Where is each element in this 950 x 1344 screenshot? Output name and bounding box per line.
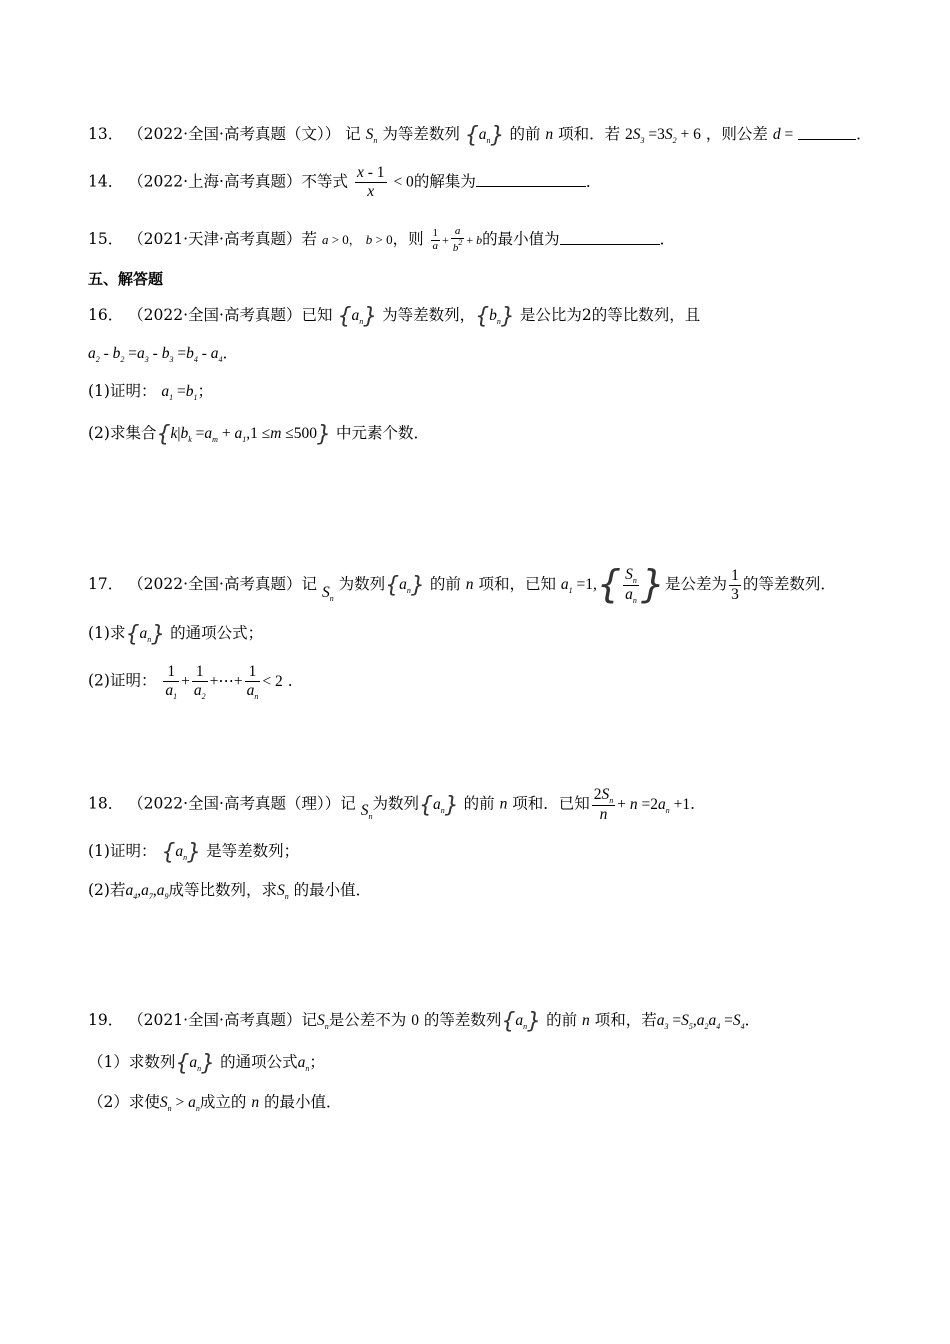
question-16 bbox=[88, 303, 700, 332]
q18-source: （2022·全国·高考真题（理）） bbox=[128, 794, 341, 813]
q16-part-1-end: ； bbox=[197, 382, 214, 400]
q16-number: 16． bbox=[88, 306, 124, 324]
math-an-set: $\{a_n\}$ bbox=[125, 622, 166, 647]
q17-text-2: 为数列 bbox=[338, 575, 386, 593]
math-frac-a-b2: $\frac{a}{b^2}$ bbox=[452, 225, 463, 254]
q18-part-2 bbox=[88, 880, 371, 902]
math-a1-eq-b1: $a_1 =b_1$ bbox=[161, 383, 198, 402]
q17-part-2-label: (2)证明： bbox=[88, 671, 157, 690]
math-a4-a7-a9: $a_4,a_7,a_9$ bbox=[125, 882, 169, 901]
q13-source: （2022·全国·高考真题（文）） bbox=[128, 125, 341, 143]
q18-text-1: 记 bbox=[340, 794, 356, 813]
q16-end: ． bbox=[222, 345, 239, 362]
q19-end: ． bbox=[744, 1011, 761, 1029]
q19-number: 19． bbox=[88, 1011, 124, 1029]
q16-text-3: 是公比为2的等比数列，且 bbox=[519, 306, 701, 324]
q16-part-2 bbox=[88, 421, 429, 450]
q17-part-2-end: ． bbox=[287, 671, 304, 690]
q19-text-5: 项和，若 bbox=[594, 1011, 657, 1029]
question-17 bbox=[88, 560, 836, 609]
math-an-set: $\{a_n\}$ bbox=[161, 840, 202, 865]
math-frac-1-3: $\frac{1}{3}$ bbox=[731, 566, 739, 603]
math-equation: $\frac{2S_n}{n}$ + $n =2a_n +1$ bbox=[593, 786, 691, 824]
q16-part-2-tail: 中元素个数． bbox=[335, 424, 429, 442]
math-d: d = bbox=[772, 126, 794, 143]
q18-part-1-tail: 是等差数列； bbox=[206, 842, 300, 860]
q13-text-3: 的前 bbox=[509, 125, 541, 143]
math-Sn-over-an-set: { $\frac{S_n}{a_n}$ } bbox=[596, 562, 666, 606]
math-n: n bbox=[251, 1094, 260, 1111]
math-Sn-gt-an: $S_n > a_n$ bbox=[159, 1094, 200, 1113]
question-13 bbox=[88, 122, 872, 151]
math-bn-set: $\{b_n\}$ bbox=[475, 304, 515, 329]
q13-text-5: ，则公差 bbox=[705, 125, 768, 143]
q18-part-2-tail: 的最小值． bbox=[293, 881, 372, 899]
q17-part-1-tail: 的通项公式； bbox=[170, 624, 264, 642]
q19-part-1-label: （1）求数列 bbox=[88, 1053, 176, 1071]
q15-text-1: 若 bbox=[301, 230, 317, 249]
q18-part-1-label: (1)证明： bbox=[88, 842, 157, 860]
q15-text-4: 的最小值为 bbox=[482, 230, 560, 249]
q17-source: （2022·全国·高考真题） bbox=[128, 575, 302, 593]
q16-part-2-label: (2)求集合 bbox=[88, 424, 157, 442]
math-condition: $a_3 =S_5,a_2a_4 =S_4$ bbox=[656, 1012, 745, 1031]
question-15 bbox=[88, 226, 675, 254]
q19-part-2-mid: 成立的 bbox=[199, 1093, 247, 1111]
q16-text-1: 已知 bbox=[301, 306, 333, 324]
question-14 bbox=[88, 164, 601, 201]
q15-source: （2021·天津·高考真题） bbox=[128, 230, 302, 249]
q18-end: ． bbox=[690, 794, 706, 813]
math-a-gt-0: a > 0 bbox=[321, 232, 349, 248]
q19-part-1 bbox=[88, 1050, 325, 1079]
q18-text-3: 的前 bbox=[463, 794, 495, 813]
math-an-set: $\{a_n\}$ bbox=[464, 123, 505, 148]
q17-part-1-label: (1)求 bbox=[88, 624, 126, 642]
q19-part-1-tail: 的通项公式 bbox=[220, 1053, 298, 1071]
math-an-set: $\{a_n\}$ bbox=[337, 304, 378, 329]
q14-end: ． bbox=[585, 172, 602, 191]
q14-text-1: 不等式 bbox=[301, 172, 348, 191]
math-plus: + bbox=[442, 233, 449, 248]
math-Sn: $S_n$ bbox=[317, 1012, 329, 1031]
q14-text-2: 的解集为 bbox=[413, 172, 476, 191]
section-heading: 五、解答题 bbox=[88, 270, 164, 288]
math-an-set: $\{a_n\}$ bbox=[175, 1051, 216, 1076]
q15-text-2: ， bbox=[348, 233, 361, 248]
question-19 bbox=[88, 1008, 760, 1037]
answer-blank bbox=[476, 172, 586, 187]
q19-text-2: 是公差不为 bbox=[328, 1011, 407, 1029]
q18-part-2-mid: 成等比数列，求 bbox=[168, 881, 277, 899]
q19-part-2 bbox=[88, 1092, 342, 1114]
math-an-set: $\{a_n\}$ bbox=[501, 1009, 542, 1034]
math-fraction: $\frac{x - 1}{x}$ bbox=[356, 164, 385, 200]
q19-part-2-label: （2）求使 bbox=[88, 1093, 160, 1111]
math-Sn: $S_n$ bbox=[276, 882, 289, 901]
q17-part-2 bbox=[88, 663, 303, 701]
q13-text-1: 记 bbox=[345, 125, 361, 143]
math-Sn: $S_n$ bbox=[360, 801, 373, 821]
question-18 bbox=[88, 786, 706, 824]
q17-text-1: 记 bbox=[301, 575, 317, 593]
q15-number: 15． bbox=[88, 230, 124, 249]
q17-text-3: 的前 bbox=[429, 575, 461, 593]
q19-part-2-tail: 的最小值． bbox=[264, 1093, 342, 1111]
math-frac-1-a: $\frac{1}{a}$ bbox=[432, 227, 439, 252]
q19-source: （2021·全国·高考真题） bbox=[128, 1011, 302, 1029]
q18-text-4: 项和．已知 bbox=[512, 794, 590, 813]
math-equation: $2S_3 =3S_2 + 6$ bbox=[625, 126, 701, 145]
math-n: n bbox=[582, 1012, 590, 1029]
math-an-set: $\{a_n\}$ bbox=[418, 792, 459, 818]
q19-text-3: 的等差数列 bbox=[423, 1011, 502, 1029]
q19-text-1: 记 bbox=[301, 1011, 317, 1029]
q17-number: 17． bbox=[88, 575, 124, 593]
math-zero: 0 bbox=[411, 1012, 419, 1029]
q18-part-2-label: (2)若 bbox=[88, 881, 126, 899]
math-n: n bbox=[465, 576, 474, 593]
q16-text-2: 为等差数列， bbox=[382, 306, 476, 324]
q15-end: ． bbox=[659, 230, 676, 249]
math-Sn: $S_n$ bbox=[321, 584, 334, 603]
math-an: $a_n$ bbox=[297, 1054, 310, 1073]
q13-text-2: 为等差数列 bbox=[382, 125, 460, 143]
math-b-gt-0: b > 0 bbox=[365, 232, 393, 248]
math-set-k: $\{k|b_k =a_m + a_1,1 \le m \le 500\}$ bbox=[156, 422, 332, 447]
q17-text-4: 项和，已知 bbox=[478, 575, 556, 593]
q17-part-1 bbox=[88, 621, 263, 650]
math-Sn: $S_n$ bbox=[365, 126, 378, 145]
math-n: n bbox=[499, 795, 508, 813]
q16-source: （2022·全国·高考真题） bbox=[128, 306, 302, 324]
q19-part-1-end: ； bbox=[309, 1053, 325, 1071]
q16-condition: $a_2 - b_2 =a_3 - b_3 =b_4 - a_4$． bbox=[88, 345, 239, 364]
q13-text-4: 项和．若 bbox=[558, 125, 621, 143]
q17-text-6: 的等差数列． bbox=[742, 575, 836, 593]
q18-text-2: 为数列 bbox=[372, 794, 419, 813]
math-reciprocal-sum: $\frac{1}{a_1}$ + $\frac{1}{a_2}$ +⋯+ $\frac{1}{a_n}$ < 2 bbox=[165, 663, 283, 701]
answer-blank bbox=[798, 125, 856, 140]
q18-part-1 bbox=[88, 839, 299, 868]
q14-source: （2022·上海·高考真题） bbox=[128, 172, 302, 191]
math-plus-b: + b bbox=[466, 233, 483, 248]
math-a1-eq-1: $a_1 =1$, bbox=[560, 576, 597, 595]
q13-number: 13． bbox=[88, 125, 124, 143]
q13-end: ． bbox=[856, 125, 872, 143]
q14-number: 14． bbox=[88, 172, 124, 191]
q19-text-4: 的前 bbox=[546, 1011, 578, 1029]
math-an-set: $\{a_n\}$ bbox=[385, 573, 425, 598]
math-lt-zero: < 0 bbox=[393, 173, 414, 191]
q16-part-1-label: (1)证明： bbox=[88, 382, 157, 400]
math-n: n bbox=[545, 126, 554, 143]
answer-blank bbox=[560, 230, 660, 245]
q17-text-5: 是公差为 bbox=[665, 575, 728, 593]
q16-part-1 bbox=[88, 381, 213, 403]
q15-text-3: ，则 bbox=[392, 230, 424, 249]
q18-number: 18． bbox=[88, 794, 124, 813]
